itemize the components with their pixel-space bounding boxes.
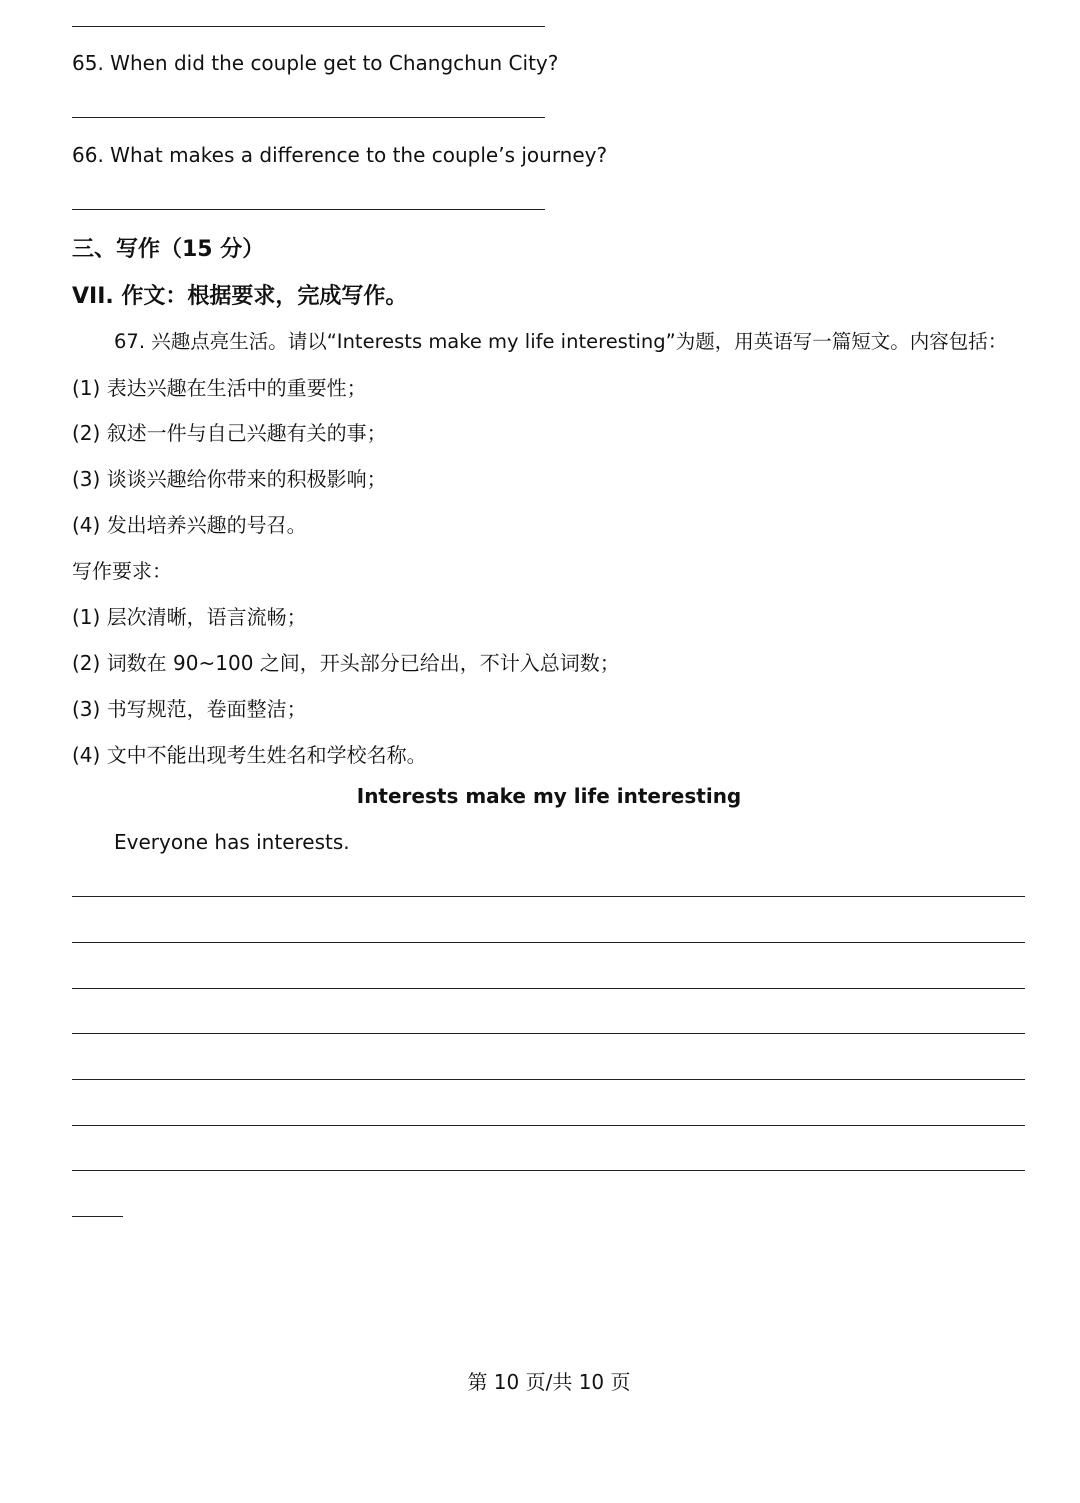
- essay-opening: Everyone has interests.: [114, 830, 350, 854]
- writing-line: [72, 1125, 1025, 1126]
- writing-line: [72, 896, 1025, 897]
- answer-line-66: [72, 209, 545, 210]
- writing-line: [72, 988, 1025, 989]
- writing-line: [72, 942, 1025, 943]
- writing-line: [72, 1033, 1025, 1034]
- question-66: 66. What makes a difference to the couple’s journey?: [72, 143, 608, 167]
- requirement-1: (1) 层次清晰，语言流畅；: [72, 605, 307, 629]
- requirement-4: (4) 文中不能出现考生姓名和学校名称。: [72, 743, 427, 767]
- section-heading: 三、写作（15 分）: [72, 237, 265, 262]
- requirement-3: (3) 书写规范，卷面整洁；: [72, 697, 307, 721]
- content-point-2: (2) 叙述一件与自己兴趣有关的事；: [72, 421, 387, 445]
- content-point-1: (1) 表达兴趣在生活中的重要性；: [72, 376, 367, 400]
- answer-line-64: [72, 26, 545, 27]
- section-sub-heading: VII. 作文：根据要求，完成写作。: [72, 284, 408, 309]
- answer-line-65: [72, 117, 545, 118]
- page-number: 第 10 页/共 10 页: [467, 1370, 631, 1394]
- question-65: 65. When did the couple get to Changchun City?: [72, 51, 559, 75]
- writing-prompt: 67. 兴趣点亮生活。请以“Interests make my life interesting”为题，用英语写一篇短文。内容包括：: [114, 330, 1008, 353]
- requirements-label: 写作要求：: [72, 559, 172, 583]
- content-point-3: (3) 谈谈兴趣给你带来的积极影响；: [72, 467, 387, 491]
- content-point-4: (4) 发出培养兴趣的号召。: [72, 513, 307, 537]
- writing-line: [72, 1170, 1025, 1171]
- requirement-2: (2) 词数在 90~100 之间，开头部分已给出，不计入总词数；: [72, 651, 620, 675]
- essay-title: Interests make my life interesting: [356, 784, 742, 808]
- writing-line: [72, 1079, 1025, 1080]
- writing-line-end: [72, 1216, 123, 1217]
